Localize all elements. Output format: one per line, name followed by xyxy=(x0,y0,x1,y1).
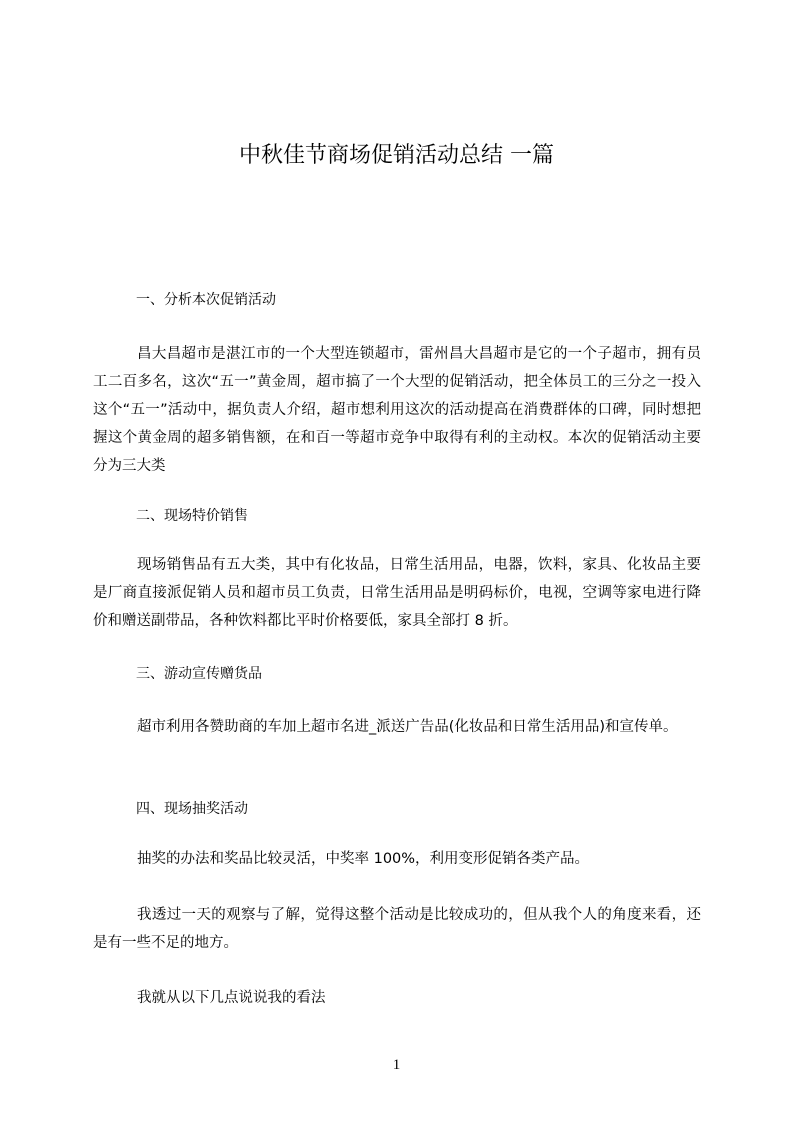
page-number: 1 xyxy=(392,1057,401,1073)
section-heading-4: 四、现场抽奖活动 xyxy=(136,801,248,817)
paragraph-2: 现场销售品有五大类，其中有化妆品，日常生活用品，电器，饮料，家具、化妆品主要是厂商直接派促销人员和超市员工负责，日常生活用品是明码标价，电视，空调等家电进行降价和赠送副带品，各种饮料都比平时价格要低，家具全部打 8 折。 xyxy=(93,557,701,629)
section-heading-2: 二、现场特价销售 xyxy=(136,508,248,524)
document-title: 中秋佳节商场促销活动总结 一篇 xyxy=(239,143,554,168)
paragraph-6: 我就从以下几点说说我的看法 xyxy=(137,990,326,1006)
paragraph-1: 昌大昌超市是湛江市的一个大型连锁超市，雷州昌大昌超市是它的一个子超市，拥有员工二百多名，这次“五一”黄金周，超市搞了一个大型的促销活动，把全体员工的三分之一投入这个“五一”活动中，据负责人介绍，超市想利用这次的活动提高在消费群体的口碑，同时想把握这个黄金周的超多销售额，在和百一等超市竞争中取得有利的主动权。本次的促销活动主要分为三大类 xyxy=(93,346,701,474)
section-heading-1: 一、分析本次促销活动 xyxy=(136,292,276,308)
paragraph-5: 我透过一天的观察与了解，觉得这整个活动是比较成功的，但从我个人的角度来看，还是有一些不足的地方。 xyxy=(93,907,701,951)
paragraph-3: 超市利用各赞助商的车加上超市名进_派送广告品(化妆品和日常生活用品)和宣传单。 xyxy=(137,719,678,735)
section-heading-3: 三、游动宣传赠货品 xyxy=(136,666,262,682)
paragraph-4: 抽奖的办法和奖品比较灵活，中奖率 100%，利用变形促销各类产品。 xyxy=(137,851,590,867)
